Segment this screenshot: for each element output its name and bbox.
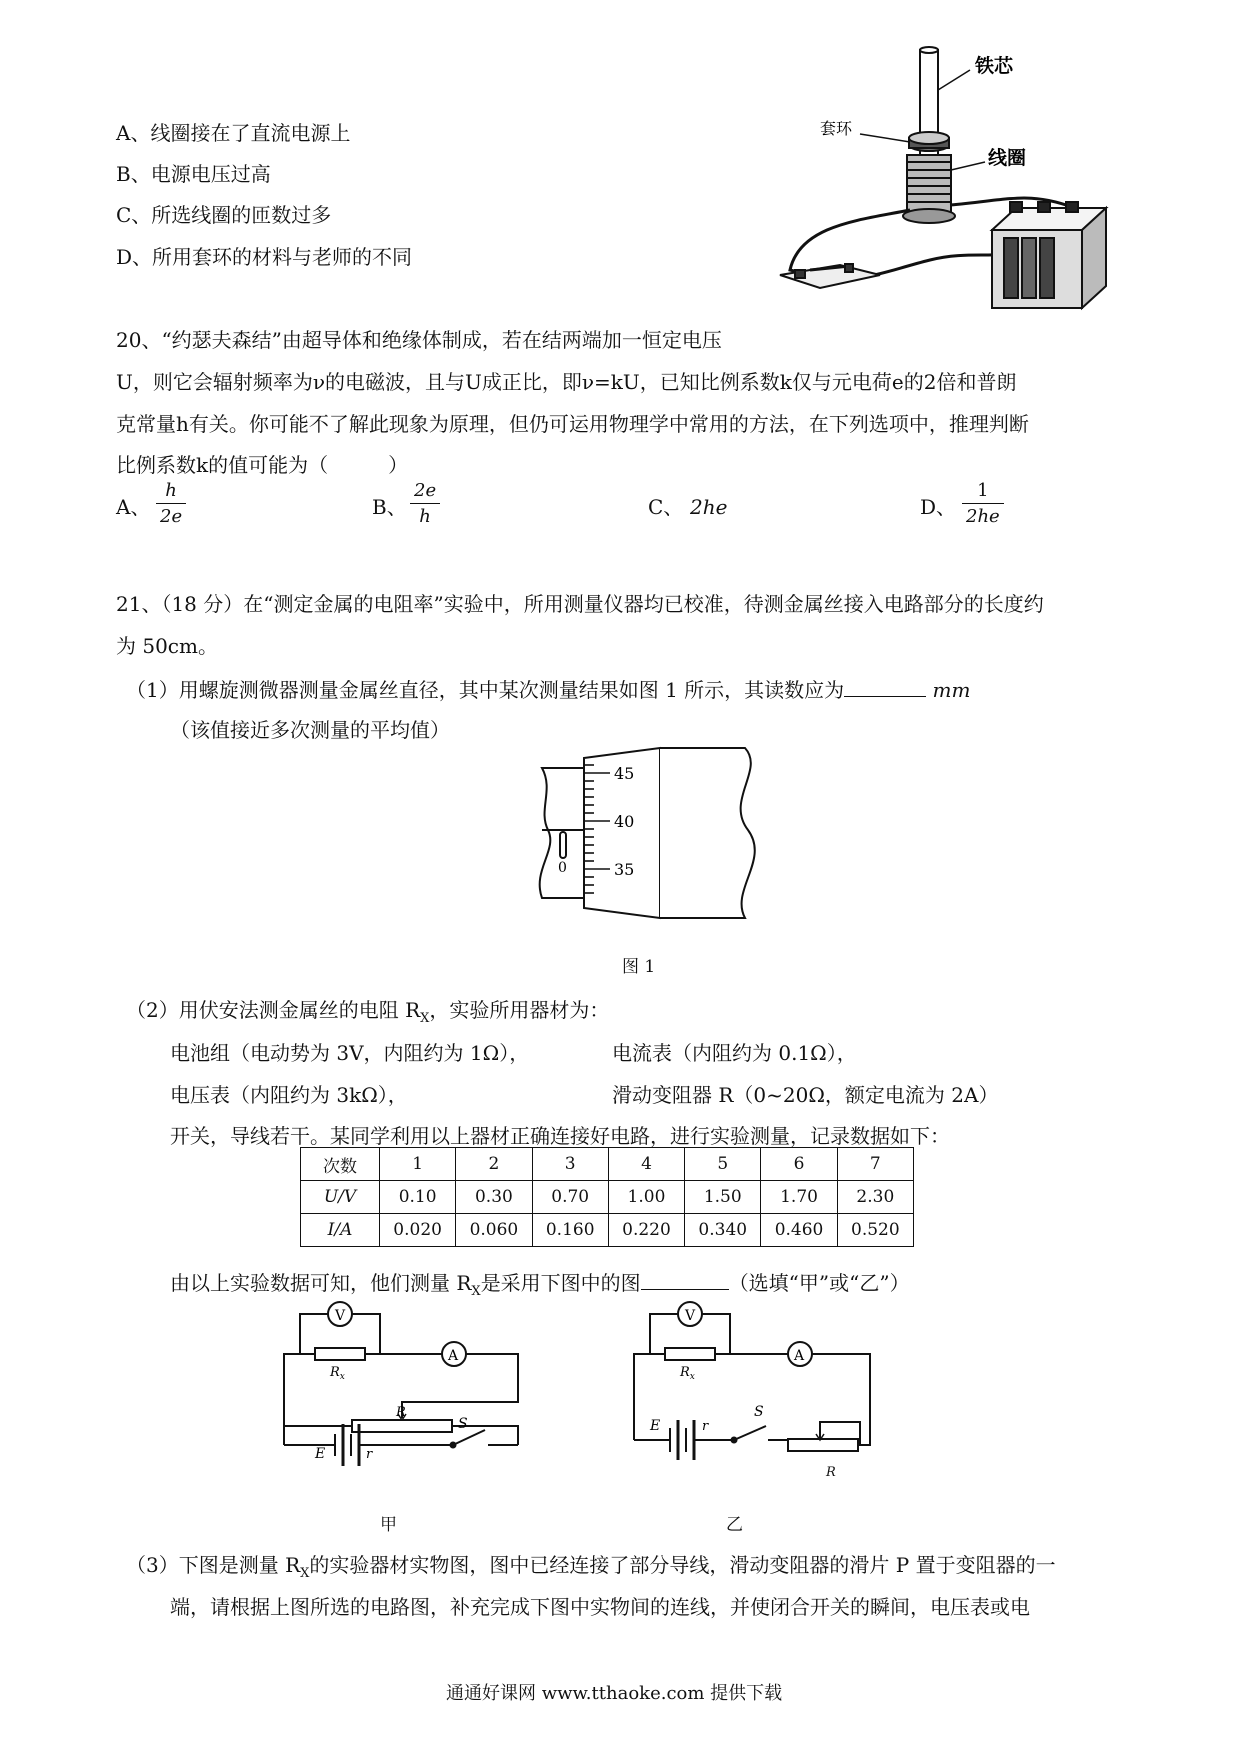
internal-r-label-jia: r [366,1447,373,1462]
figure-1-caption: 图 1 [622,957,656,977]
label-ring: 套环 [820,119,853,138]
table-cell: 1.00 [608,1181,684,1214]
q20-option-d-denominator: 2he [966,506,1000,527]
q21-part3-line-1 [126,1551,1056,1588]
rx-subscript: X [420,1011,430,1026]
q21-part1-line-1 [126,674,970,704]
emf-label-jia: E [315,1446,326,1462]
q21-part2-question-text-c: （选填“甲”或“乙”） [728,1271,910,1295]
q21-line-2: 为 50cm。 [116,634,218,658]
q20-option-d-fraction [962,479,1004,530]
ammeter-label-yi: A [794,1348,805,1364]
voltmeter-label-yi: V [685,1308,696,1324]
table-cell: 0.340 [685,1214,761,1247]
switch-label-jia: S [458,1416,468,1432]
table-cell: 0.220 [608,1214,684,1247]
q21-part2-text-b: ，实验所用器材为： [429,998,610,1022]
q21-part1-answer-blank[interactable] [844,674,926,697]
table-cell: U/V [301,1181,380,1214]
q21-part2-line-4: 开关，导线若干。某同学利用以上器材正确连接好电路，进行实验测量，记录数据如下： [170,1124,950,1148]
micrometer-zero-label: 0 [558,860,567,876]
q20-option-c-prefix: C、 [648,495,684,519]
table-cell: I/A [301,1214,380,1247]
q20-option-b-denominator: h [419,506,431,527]
q20-line-1: 20、“约瑟夫森结”由超导体和绝缘体制成，若在结两端加一恒定电压 [116,328,722,352]
emf-label-yi: E [650,1418,661,1434]
q21-part2-text: （2）用伏安法测金属丝的电阻 R [126,998,421,1022]
q20-option-a-prefix: A、 [116,495,151,519]
q20-option-a-denominator: 2e [160,506,183,527]
q21-part2-question-text-b: 是采用下图中的图 [480,1271,641,1295]
ammeter-label-jia: A [448,1348,459,1364]
q20-option-b-prefix: B、 [372,495,407,519]
table-cell: 0.060 [456,1214,532,1247]
q21-line-1: 21、（18 分）在“测定金属的电阻率”实验中，所用测量仪器均已校准，待测金属丝接入电路部分的长度约 [116,592,1044,616]
q21-part2-question-text: 由以上实验数据可知，他们测量 R [170,1271,472,1295]
circuit-jia [270,1300,540,1462]
table-header-row [301,1148,914,1181]
circuit-yi-caption: 乙 [726,1515,743,1535]
q20-option-a-fraction [156,479,186,530]
table-cell: 0.020 [380,1214,456,1247]
rx-label-jia: $R_x$ [330,1365,345,1382]
label-coil: 线圈 [988,147,1027,169]
table-header-cell: 5 [685,1148,761,1181]
q21-part2-answer-blank[interactable] [641,1267,729,1290]
q21-part2-line-1 [126,996,609,1033]
measurement-table [300,1147,914,1247]
q21-part3-text-b: 的实验器材实物图，图中已经连接了部分导线，滑动变阻器的滑片 P 置于变阻器的一 [309,1553,1056,1577]
switch-label-yi: S [754,1404,764,1420]
q21-part1-text: （1）用螺旋测微器测量金属丝直径，其中某次测量结果如图 1 所示，其读数应为 [126,678,845,702]
table-header-cell: 4 [608,1148,684,1181]
table-cell: 2.30 [837,1181,913,1214]
q21-part3-line-2: 端，请根据上图所选的电路图，补充完成下图中实物间的连线，并使闭合开关的瞬间，电压表或电 [170,1595,1030,1619]
table-cell: 0.70 [532,1181,608,1214]
q20-option-b-numerator: 2e [410,479,440,504]
q20-option-d-prefix: D、 [920,495,957,519]
rheostat-label-jia: R [396,1405,406,1420]
q19-option-b: B、电源电压过高 [116,162,271,186]
table-header-cell: 6 [761,1148,837,1181]
q21-part1-line-2: （该值接近多次测量的平均值） [170,718,450,742]
circuit-jia-caption: 甲 [380,1515,397,1535]
q21-part3-text: （3）下图是测量 R [126,1553,301,1577]
table-cell: 0.520 [837,1214,913,1247]
table-cell: 0.160 [532,1214,608,1247]
coil-apparatus-figure [770,30,1120,320]
table-row [301,1214,914,1247]
micrometer-tick-40: 40 [614,812,635,831]
internal-r-label-yi: r [702,1419,709,1434]
equipment-battery: 电池组（电动势为 3V，内阻约为 1Ω）， [170,1041,530,1065]
q19-option-a: A、线圈接在了直流电源上 [116,121,351,145]
table-row [301,1181,914,1214]
q20-line-2: U，则它会辐射频率为ν的电磁波，且与U成正比，即ν=kU，已知比例系数k仅与元电荷e的2倍和普朗 [116,370,1017,394]
table-header-cell: 2 [456,1148,532,1181]
q20-option-c-text: 2he [690,495,728,519]
table-cell: 0.10 [380,1181,456,1214]
q20-option-a-numerator: h [156,479,186,504]
q19-option-d: D、所用套环的材料与老师的不同 [116,245,413,269]
q20-line-3: 克常量h有关。你可能不了解此现象为原理，但仍可运用物理学中常用的方法，在下列选项中，推理判断 [116,412,1029,436]
page-footer: 通通好课网 www.tthaoke.com 提供下载 [446,1683,783,1704]
equipment-rheostat: 滑动变阻器 R（0~20Ω，额定电流为 2A） [612,1083,999,1107]
q21-part1-unit: mm [932,678,971,702]
table-header-cell: 3 [532,1148,608,1181]
table-cell: 0.30 [456,1181,532,1214]
rx-subscript: X [471,1284,481,1299]
equipment-ammeter: 电流表（内阻约为 0.1Ω）， [612,1041,857,1065]
q19-option-c: C、所选线圈的匝数过多 [116,203,332,227]
rx-label-yi: $R_x$ [680,1365,695,1382]
table-header-cell: 7 [837,1148,913,1181]
rheostat-label-yi: R [826,1465,836,1480]
micrometer-tick-35: 35 [614,860,635,879]
micrometer-figure [520,740,780,940]
micrometer-tick-45: 45 [614,764,635,783]
table-cell: 0.460 [761,1214,837,1247]
table-header-cell: 次数 [301,1148,380,1181]
circuit-yi [620,1300,890,1445]
q20-option-d-numerator: 1 [962,479,1004,504]
q20-option-b-fraction [410,479,440,530]
table-cell: 1.70 [761,1181,837,1214]
equipment-voltmeter: 电压表（内阻约为 3kΩ）， [170,1083,408,1107]
label-iron-core: 铁芯 [975,55,1014,77]
table-header-cell: 1 [380,1148,456,1181]
voltmeter-label-jia: V [335,1308,346,1324]
q20-line-4: 比例系数k的值可能为（ ） [116,453,409,477]
rx-subscript: X [300,1566,310,1581]
table-cell: 1.50 [685,1181,761,1214]
